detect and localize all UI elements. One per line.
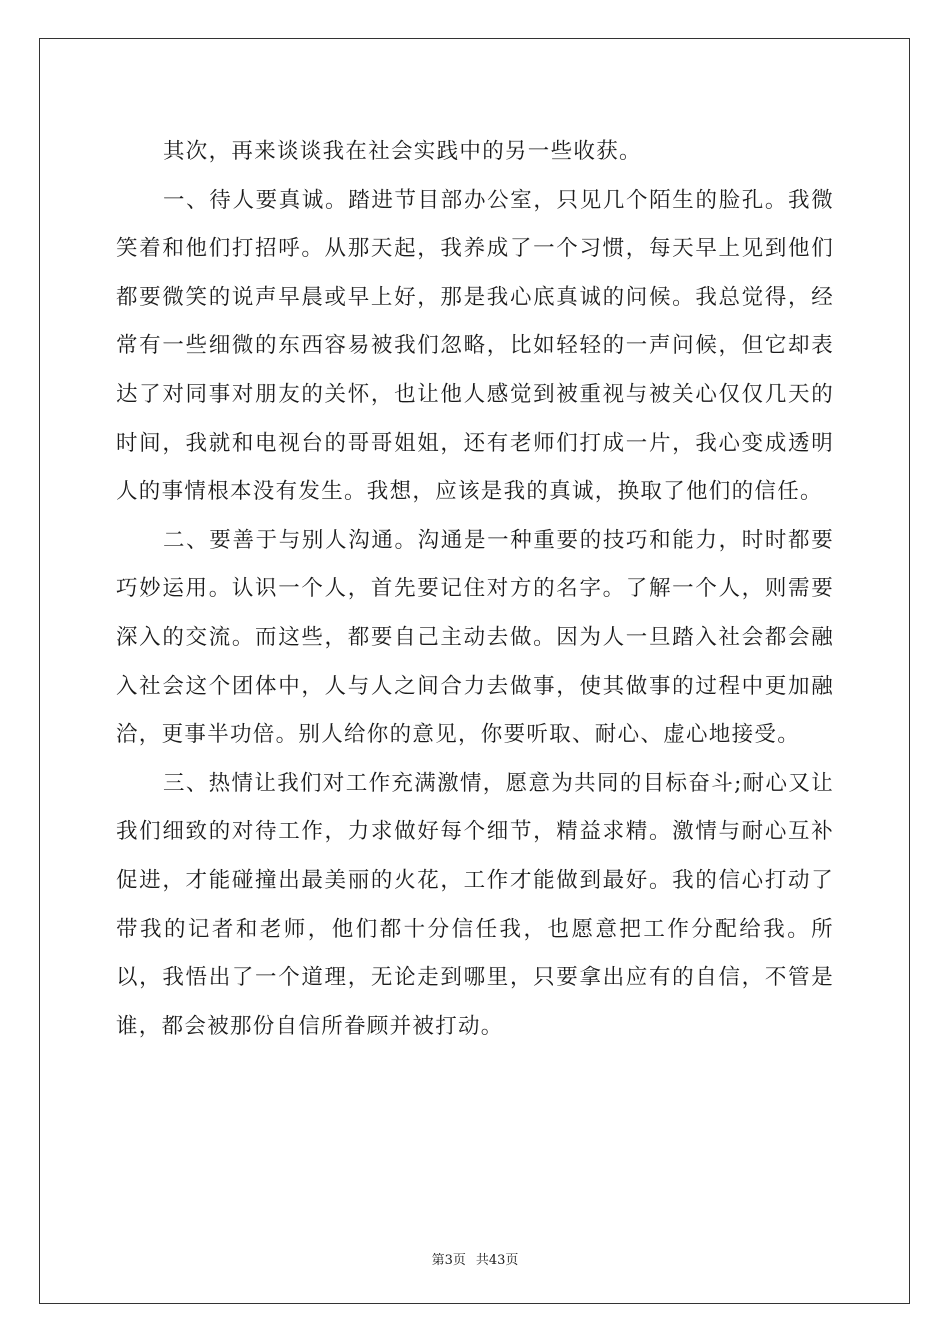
page-number: 第3页 — [431, 1253, 466, 1268]
paragraph-enthusiasm: 三、热情让我们对工作充满激情，愿意为共同的目标奋斗;耐心又让我们细致的对待工作，力求做好每个细节，精益求精。激情与耐心互补促进，才能碰撞出最美丽的火花，工作才能做到最好。我的信心打动了带我的记者和老师，他们都十分信任我，也愿意把工作分配给我。所以，我悟出了一个道理，无论走到哪里，只要拿出应有的自信，不管是谁，都会被那份自信所眷顾并被打动。 — [116, 770, 834, 1039]
page-footer — [0, 1249, 950, 1268]
document-body — [116, 128, 834, 1051]
total-pages: 共43页 — [475, 1253, 519, 1268]
paragraph-sincerity: 一、待人要真诚。踏进节目部办公室，只见几个陌生的脸孔。我微笑着和他们打招呼。从那天起，我养成了一个习惯，每天早上见到他们都要微笑的说声早晨或早上好，那是我心底真诚的问候。我总觉得，经常有一些细微的东西容易被我们忽略，比如轻轻的一声问候，但它却表达了对同事对朋友的关怀，也让他人感觉到被重视与被关心仅仅几天的时间，我就和电视台的哥哥姐姐，还有老师们打成一片，我心变成透明人的事情根本没有发生。我想，应该是我的真诚，换取了他们的信任。 — [116, 187, 834, 505]
paragraph-intro: 其次，再来谈谈我在社会实践中的另一些收获。 — [163, 139, 642, 164]
paragraph-communication: 二、要善于与别人沟通。沟通是一种重要的技巧和能力，时时都要巧妙运用。认识一个人，首先要记住对方的名字。了解一个人，则需要深入的交流。而这些，都要自己主动去做。因为人一旦踏入社会都会融入社会这个团体中，人与人之间合力去做事，使其做事的过程中更加融洽，更事半功倍。别人给你的意见，你要听取、耐心、虚心地接受。 — [116, 527, 834, 748]
